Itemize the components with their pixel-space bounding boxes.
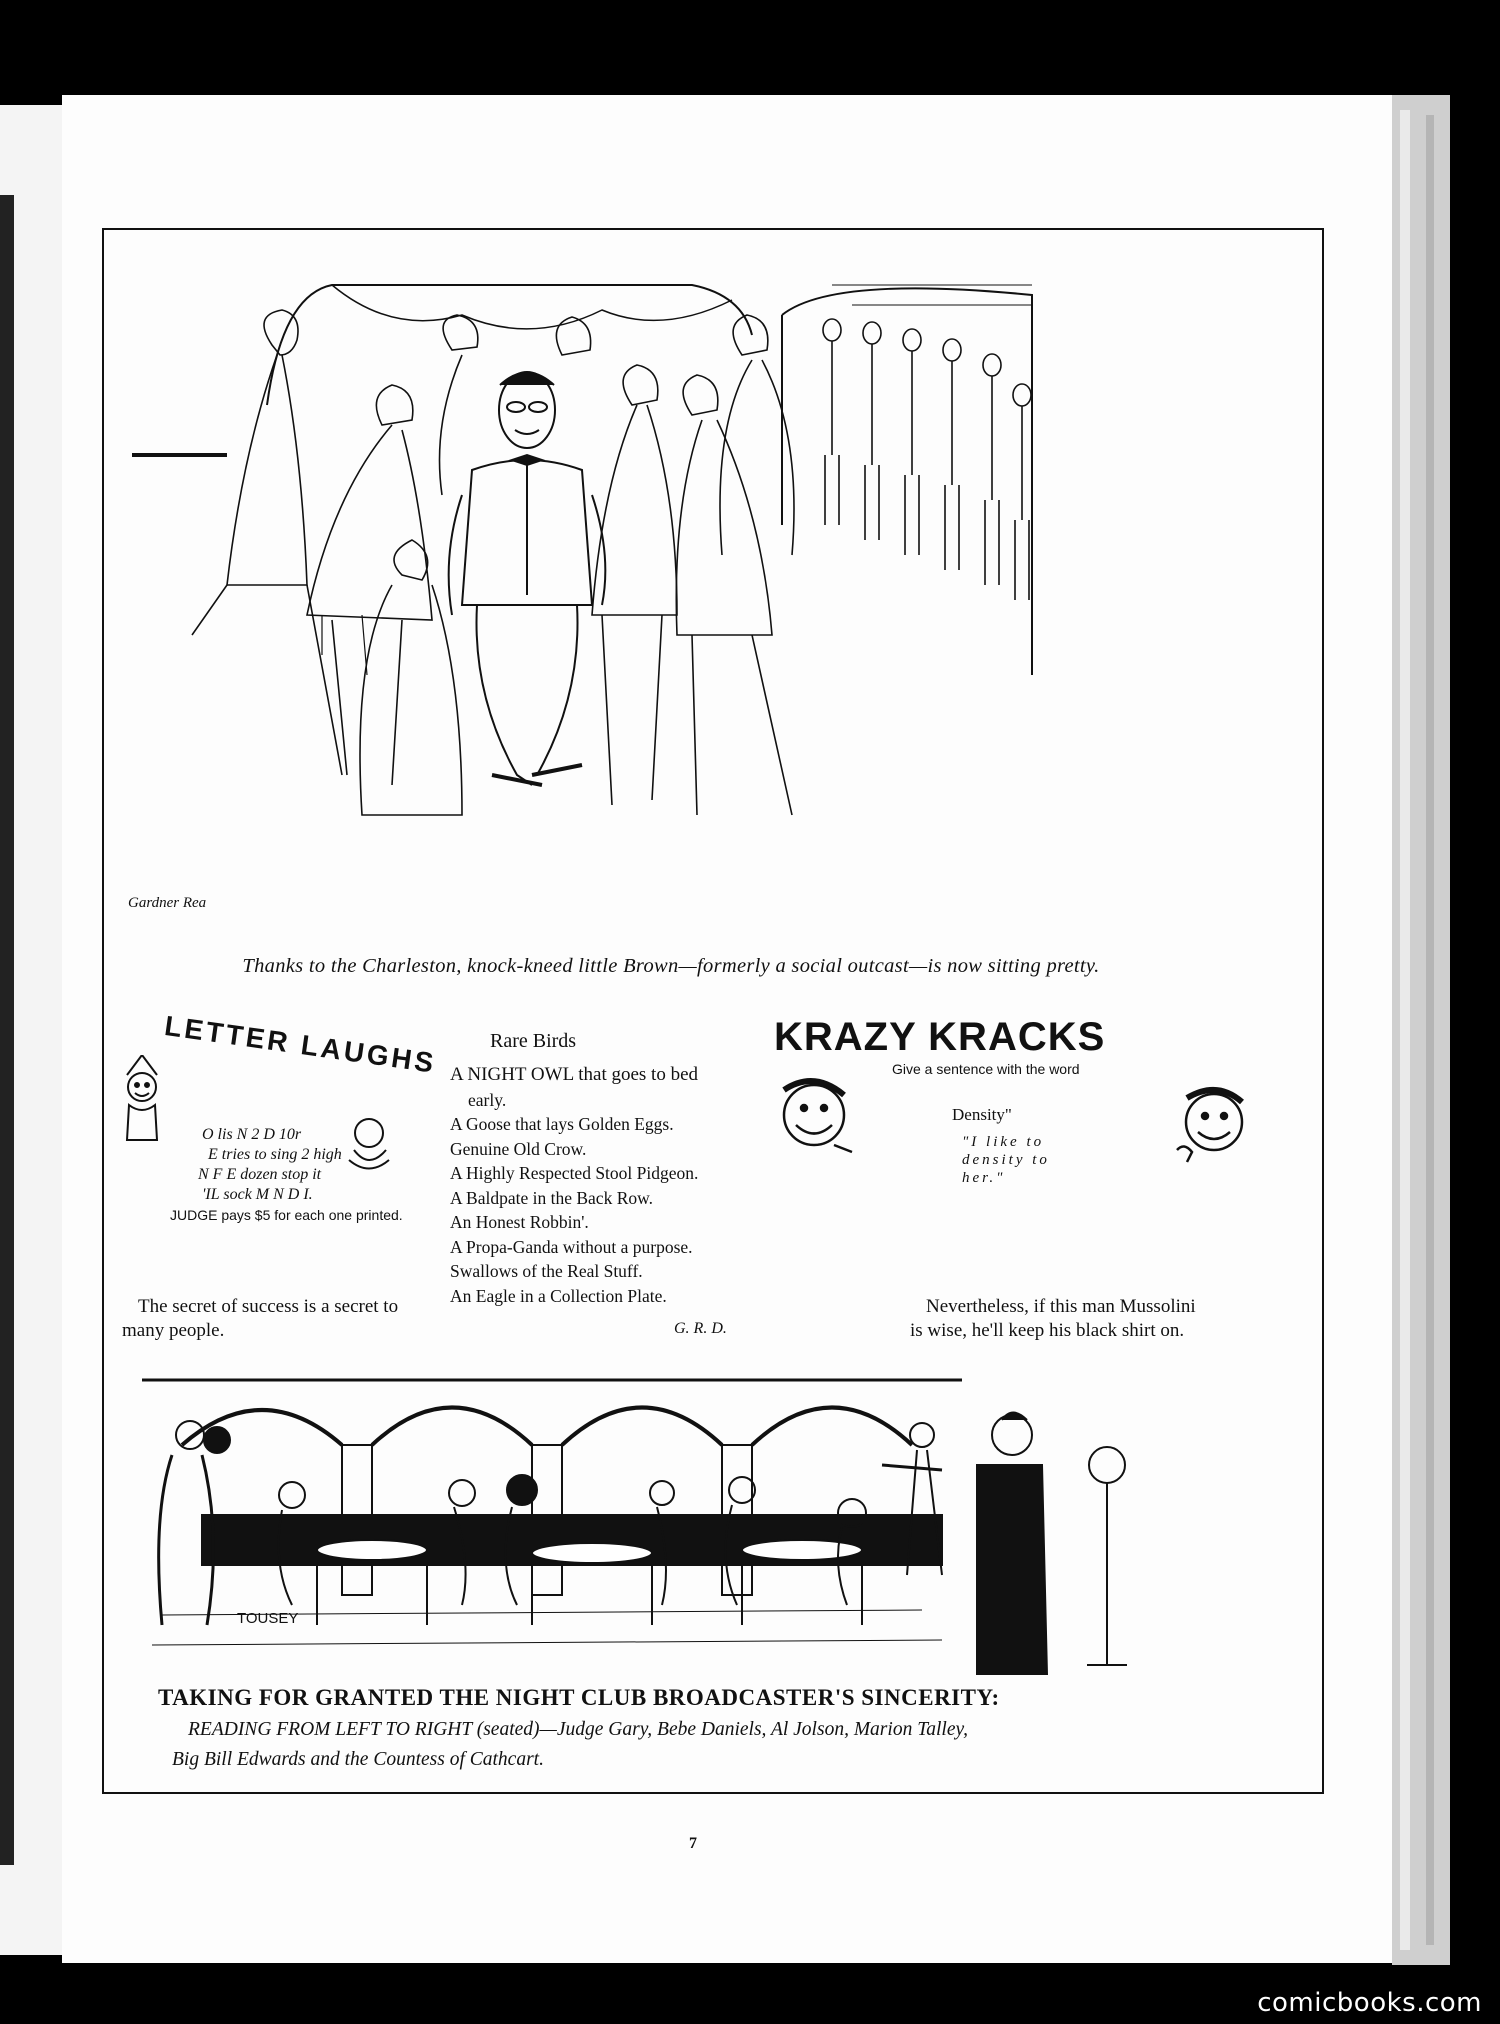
cherub-icon (344, 1115, 394, 1175)
bottom-cartoon-caption-line: READING FROM LEFT TO RIGHT (seated)—Judge Gary, Bebe Daniels, Al Jolson, Marion Talley, (188, 1719, 968, 1740)
rare-birds-title: Rare Birds (490, 1030, 577, 1052)
rare-bird-line: A Baldpate in the Back Row. (450, 1187, 653, 1208)
puzzle-line: E tries to sing 2 high (208, 1146, 342, 1163)
puzzle-line: N F E dozen stop it (198, 1166, 322, 1183)
top-cartoon-signature: Gardner Rea (128, 895, 207, 911)
rare-birds-signature: G. R. D. (674, 1320, 727, 1337)
rare-bird-line: An Eagle in a Collection Plate. (450, 1285, 667, 1306)
charleston-cartoon (132, 255, 1302, 945)
bottom-cartoon-caption-line: Big Bill Edwards and the Countess of Cathcart. (172, 1749, 544, 1770)
adjacent-page-edge (0, 105, 68, 1955)
letter-puzzle (198, 1125, 342, 1205)
joke-line: is wise, he'll keep his black shirt on. (910, 1320, 1185, 1341)
mussolini-joke (910, 1295, 1310, 1343)
night-club-cartoon (142, 1375, 1312, 1675)
letter-laughs-pays: JUDGE pays $5 for each one printed. (170, 1207, 403, 1223)
rare-bird-line: A NIGHT OWL that goes to bed (450, 1064, 699, 1085)
watermark: comicbooks.com (1257, 1988, 1482, 2018)
rare-bird-line: Genuine Old Crow. (450, 1138, 587, 1159)
rare-birds-list (450, 1063, 698, 1308)
letter-laughs-title: LETTER LAUGHS (162, 1010, 439, 1079)
clown-icon (117, 1055, 167, 1145)
rare-bird-line: A Propa-Ganda without a purpose. (450, 1236, 693, 1257)
grinning-face-right-icon (1172, 1080, 1252, 1165)
bottom-cartoon-title: TAKING FOR GRANTED THE NIGHT CLUB BROADCASTER'S SINCERITY: (158, 1685, 1000, 1710)
krazy-kracks-subtitle: Give a sentence with the word (892, 1061, 1080, 1077)
puzzle-line: 'IL sock M N D I. (202, 1186, 313, 1203)
joke-line: Nevertheless, if this man Mussolini (926, 1296, 1196, 1317)
rare-bird-line: An Honest Robbin'. (450, 1212, 589, 1232)
joke-line: The secret of success is a secret to (138, 1296, 399, 1317)
joke-line: many people. (122, 1320, 225, 1341)
book-spine-edge (1392, 95, 1450, 1965)
bottom-cartoon-signature: TOUSEY (237, 1610, 299, 1627)
puzzle-line: O lis N 2 D 10r (202, 1126, 302, 1143)
page-number: 7 (689, 1835, 697, 1852)
rare-bird-line: early. (468, 1089, 507, 1110)
rare-bird-line: A Goose that lays Golden Eggs. (450, 1114, 674, 1134)
krazy-kracks-word: Density" (952, 1105, 1012, 1124)
krazy-kracks-title: KRAZY KRACKS (774, 1015, 1106, 1059)
rare-bird-line: Swallows of the Real Stuff. (450, 1261, 643, 1281)
grinning-face-left-icon (774, 1070, 854, 1160)
rare-bird-line: A Highly Respected Stool Pidgeon. (450, 1163, 699, 1183)
success-joke (122, 1295, 422, 1343)
krazy-kracks-answer: "I like to density to her." (962, 1134, 1050, 1186)
magazine-page (62, 95, 1392, 1963)
top-cartoon-caption: Thanks to the Charleston, knock-kneed little Brown—formerly a social outcast—is now sitting pretty. (242, 955, 1100, 977)
